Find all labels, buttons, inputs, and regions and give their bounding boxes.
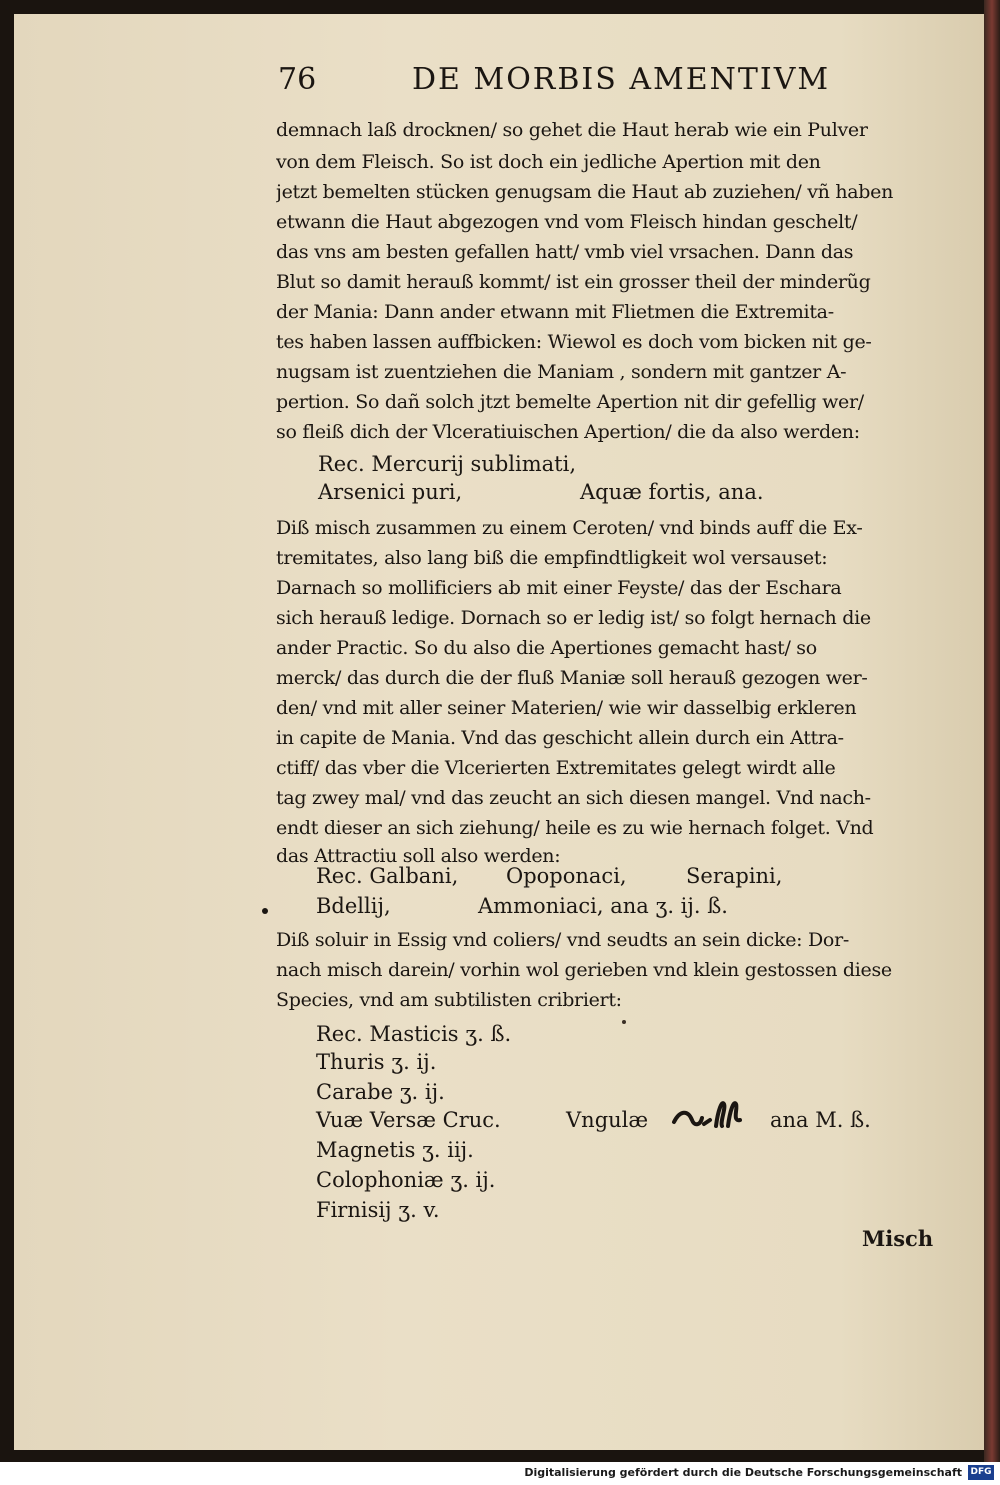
text-line: demnach laß drocknen/ so gehet die Haut herab wie ein Pulver	[276, 119, 868, 141]
text-line: ctiff/ das vber die Vlcerierten Extremitates gelegt wirdt alle	[276, 757, 836, 779]
text-line: Diß soluir in Essig vnd coliers/ vnd seudts an sein dicke: Dor-	[276, 929, 849, 951]
text-line: das vns am besten gefallen hatt/ vmb viel vrsachen. Dann das	[276, 241, 854, 263]
recipe-line: Thuris ʒ. ij.	[316, 1050, 437, 1074]
text-line: Blut so damit herauß kommt/ ist ein grosser theil der minderũg	[276, 271, 871, 293]
recipe-line: Rec. Mercurij sublimati,	[318, 452, 576, 476]
recipe-line: Arsenici puri,	[318, 480, 463, 504]
text-line: jetzt bemelten stücken genugsam die Haut ab zuziehen/ vñ haben	[276, 181, 894, 203]
page-number: 76	[278, 62, 317, 97]
text-line: den/ vnd mit aller seiner Materien/ wie wir dasselbig erkleren	[276, 697, 857, 719]
text-line: tes haben lassen auffbicken: Wiewol es doch vom bicken nit ge-	[276, 331, 872, 353]
margin-dot	[262, 908, 268, 914]
text-line: nach misch darein/ vorhin wol gerieben vnd klein gestossen diese	[276, 959, 892, 981]
text-line: endt dieser an sich ziehung/ heile es zu wie hernach folget. Vnd	[276, 817, 874, 839]
recipe-line: Ammoniaci, ana ʒ. ij. ß.	[478, 894, 728, 918]
recipe-line: Rec. Galbani,	[316, 864, 459, 888]
text-line: so fleiß dich der Vlceratiuischen Apertion/ die da also werden:	[276, 421, 860, 443]
text-line: Species, vnd am subtilisten cribriert:	[276, 989, 622, 1011]
recipe-side-dose: ana M. ß.	[770, 1108, 871, 1132]
recipe-line: Firnisij ʒ. v.	[316, 1198, 440, 1222]
recipe-line: Opoponaci,	[506, 864, 627, 888]
footer	[0, 1462, 1000, 1485]
dfg-logo: DFG	[968, 1465, 994, 1480]
recipe-line: Bdellij,	[316, 894, 391, 918]
alchemical-symbol-icon	[670, 1096, 746, 1136]
recipe-line: Carabe ʒ. ij.	[316, 1080, 445, 1104]
text-line: in capite de Mania. Vnd das geschicht allein durch ein Attra-	[276, 727, 844, 749]
recipe-line: Rec. Masticis ʒ. ß.	[316, 1022, 512, 1046]
ink-speck	[622, 1020, 626, 1024]
recipe-line: Magnetis ʒ. iij.	[316, 1138, 474, 1162]
text-line: sich herauß ledige. Dornach so er ledig ist/ so folgt hernach die	[276, 607, 871, 629]
catchword: Misch	[862, 1226, 934, 1251]
recipe-side-label: Vngulæ	[566, 1108, 649, 1132]
text-line: etwann die Haut abgezogen vnd vom Fleisch hindan geschelt/	[276, 211, 858, 233]
recipe-line: Serapini,	[686, 864, 783, 888]
text-line: von dem Fleisch. So ist doch ein jedliche Apertion mit den	[276, 151, 821, 173]
text-line: Diß misch zusammen zu einem Ceroten/ vnd binds auff die Ex-	[276, 517, 863, 539]
running-head: DE MORBIS AMENTIVM	[412, 62, 831, 97]
text-line: ander Practic. So du also die Apertiones gemacht hast/ so	[276, 637, 817, 659]
text-line: pertion. So dañ solch jtzt bemelte Apertion nit dir gefellig wer/	[276, 391, 864, 413]
text-line: Darnach so mollificiers ab mit einer Feyste/ das der Eschara	[276, 577, 842, 599]
text-line: nugsam ist zuentziehen die Maniam , sondern mit gantzer A-	[276, 361, 847, 383]
recipe-line: Colophoniæ ʒ. ij.	[316, 1168, 496, 1192]
text-line: der Mania: Dann ander etwann mit Flietmen die Extremita-	[276, 301, 834, 323]
text-line: merck/ das durch die der fluß Maniæ soll herauß gezogen wer-	[276, 667, 868, 689]
recipe-line: Vuæ Versæ Cruc.	[316, 1108, 501, 1132]
text-line: tremitates, also lang biß die empfindtligkeit wol versauset:	[276, 547, 828, 569]
book-edge	[984, 0, 1000, 1462]
text-line: tag zwey mal/ vnd das zeucht an sich diesen mangel. Vnd nach-	[276, 787, 871, 809]
funding-note: Digitalisierung gefördert durch die Deutsche Forschungsgemeinschaft	[524, 1466, 962, 1479]
text-line: das Attractiu soll also werden:	[276, 845, 561, 867]
recipe-line: Aquæ fortis, ana.	[580, 480, 764, 504]
